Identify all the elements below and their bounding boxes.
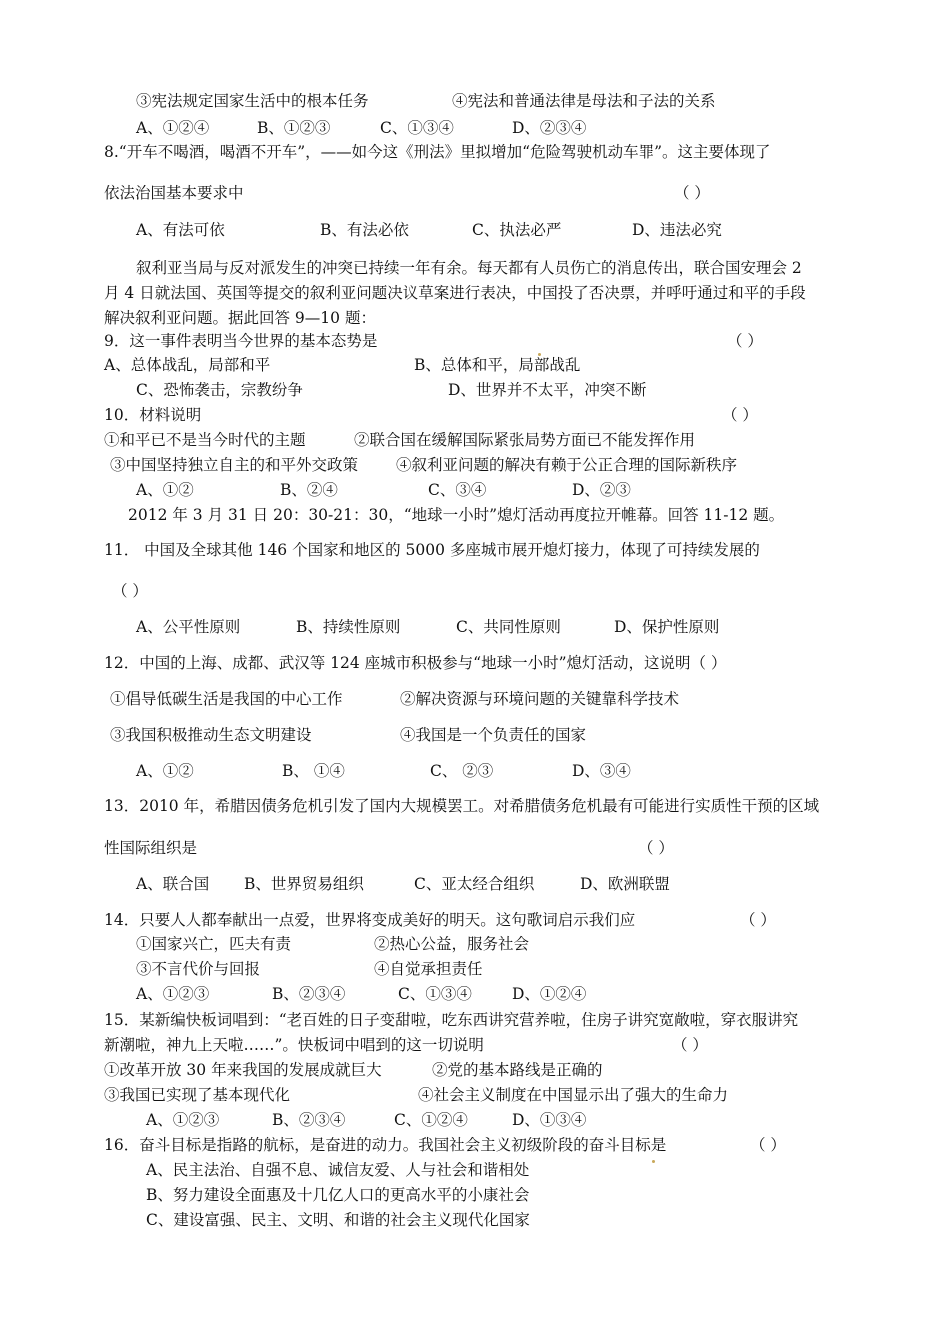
text-line: D、①②④ (512, 985, 587, 1003)
text-line: C、共同性原则 (456, 618, 561, 636)
text-line: B、持续性原则 (296, 618, 401, 636)
text-line: ④我国是一个负责任的国家 (400, 726, 587, 744)
text-line: ②解决资源与环境问题的关键靠科学技术 (400, 690, 680, 708)
text-line: 性国际组织是 (104, 839, 198, 857)
text-line: 11． 中国及全球其他 146 个国家和地区的 5000 多座城市展开熄灯接力，体现了可持续发展的 (104, 541, 760, 559)
text-line: ④社会主义制度在中国显示出了强大的生命力 (418, 1086, 729, 1104)
text-line: D、违法必究 (632, 221, 722, 239)
text-line: B、②③④ (272, 1111, 346, 1129)
text-line: D、世界并不太平，冲突不断 (448, 381, 647, 399)
text-line: D、②③④ (512, 119, 587, 137)
text-line: ④叙利亚问题的解决有赖于公正合理的国际新秩序 (396, 456, 738, 474)
text-line: （ ） (722, 406, 758, 424)
text-line: B、②④ (280, 481, 338, 499)
scan-speck (652, 1160, 655, 1163)
text-line: 16．奋斗目标是指路的航标，是奋进的动力。我国社会主义初级阶段的奋斗目标是 (104, 1136, 667, 1154)
text-line: 解决叙利亚问题。据此回答 9—10 题： (104, 309, 376, 327)
text-line: A、①② (136, 481, 194, 499)
text-line: C、恐怖袭击，宗教纷争 (136, 381, 303, 399)
text-line: ①倡导低碳生活是我国的中心工作 (110, 690, 343, 708)
text-line: D、保护性原则 (614, 618, 720, 636)
text-line: C、执法必严 (472, 221, 562, 239)
text-line: （ ） (740, 911, 776, 929)
text-line: B、总体和平，局部战乱 (414, 356, 581, 374)
text-line: A、民主法治、自强不息、诚信友爱、人与社会和谐相处 (146, 1161, 530, 1179)
text-line: ④宪法和普通法律是母法和子法的关系 (452, 92, 716, 110)
text-line: 13．2010 年，希腊因债务危机引发了国内大规模罢工。对希腊债务危机最有可能进行实质性干预的区域 (104, 797, 820, 815)
text-line: 8.“开车不喝酒，喝酒不开车”，——如今这《刑法》里拟增加“危险驾驶机动车罪”。这主要体现了 (104, 143, 771, 161)
text-line: C、①③④ (398, 985, 472, 1003)
text-line: B、世界贸易组织 (244, 875, 364, 893)
text-line: （ ） (727, 332, 763, 350)
text-line: ①和平已不是当今时代的主题 (104, 431, 306, 449)
text-line: A、有法可依 (136, 221, 225, 239)
text-line: A、①② (136, 762, 194, 780)
text-line: D、欧洲联盟 (580, 875, 670, 893)
text-line: 15．某新编快板词唱到：“老百姓的日子变甜啦，吃东西讲究营养啦，住房子讲究宽敞啦，穿衣服讲究 (104, 1011, 799, 1029)
text-line: 月 4 日就法国、英国等提交的叙利亚问题决议草案进行表决，中国投了否决票，并呼吁通过和平的手段 (104, 284, 806, 302)
text-line: ②联合国在缓解国际紧张局势方面已不能发挥作用 (354, 431, 696, 449)
text-line: ②热心公益，服务社会 (374, 935, 530, 953)
text-line: （ ） (638, 839, 674, 857)
text-line: A、①②④ (136, 119, 210, 137)
text-line: A、公平性原则 (136, 618, 241, 636)
text-line: B、 ①④ (282, 762, 345, 780)
text-line: ③宪法规定国家生活中的根本任务 (136, 92, 369, 110)
text-line: C、③④ (428, 481, 487, 499)
text-line: 9．这一事件表明当今世界的基本态势是 (104, 332, 378, 350)
text-line: C、 ②③ (430, 762, 494, 780)
text-line: D、①③④ (512, 1111, 587, 1129)
scan-speck (538, 353, 541, 356)
text-line: A、①②③ (136, 985, 210, 1003)
text-line: B、①②③ (257, 119, 331, 137)
text-line: ①改革开放 30 年来我国的发展成就巨大 (104, 1061, 382, 1079)
text-line: 2012 年 3 月 31 日 20：30-21：30，“地球一小时”熄灯活动再度拉开帷幕。回答 11-12 题。 (128, 506, 785, 524)
text-line: D、②③ (572, 481, 631, 499)
text-line: （ ） (674, 184, 710, 202)
text-line: C、亚太经合组织 (414, 875, 535, 893)
text-line: D、③④ (572, 762, 631, 780)
text-line: A、联合国 (136, 875, 210, 893)
text-line: 新潮啦，神九上天啦……”。快板词中唱到的这一切说明 (104, 1036, 484, 1054)
text-line: A、①②③ (146, 1111, 220, 1129)
text-line: 叙利亚当局与反对派发生的冲突已持续一年有余。每天都有人员伤亡的消息传出，联合国安理会 2 (136, 259, 802, 277)
text-line: （ ） (672, 1036, 708, 1054)
text-line: C、①③④ (380, 119, 454, 137)
text-line: （ ） (750, 1136, 786, 1154)
text-line: ④自觉承担责任 (374, 960, 483, 978)
text-line: B、②③④ (272, 985, 346, 1003)
text-line: A、总体战乱，局部和平 (104, 356, 271, 374)
text-line: 10．材料说明 (104, 406, 202, 424)
text-line: ②党的基本路线是正确的 (432, 1061, 603, 1079)
text-line: ③我国已实现了基本现代化 (104, 1086, 291, 1104)
text-line: 依法治国基本要求中 (104, 184, 244, 202)
text-line: 12．中国的上海、成都、武汉等 124 座城市积极参与“地球一小时”熄灯活动，这说明（ ） (104, 654, 727, 672)
text-line: ③不言代价与回报 (136, 960, 261, 978)
text-line: C、建设富强、民主、文明、和谐的社会主义现代化国家 (146, 1211, 530, 1229)
text-line: 14．只要人人都奉献出一点爱，世界将变成美好的明天。这句歌词启示我们应 (104, 911, 636, 929)
text-line: ①国家兴亡，匹夫有责 (136, 935, 292, 953)
text-line: （ ） (112, 582, 148, 600)
text-line: ③我国积极推动生态文明建设 (110, 726, 312, 744)
text-line: B、努力建设全面惠及十几亿人口的更高水平的小康社会 (146, 1186, 530, 1204)
text-line: ③中国坚持独立自主的和平外交政策 (110, 456, 359, 474)
text-line: C、①②④ (394, 1111, 468, 1129)
text-line: B、有法必依 (320, 221, 409, 239)
